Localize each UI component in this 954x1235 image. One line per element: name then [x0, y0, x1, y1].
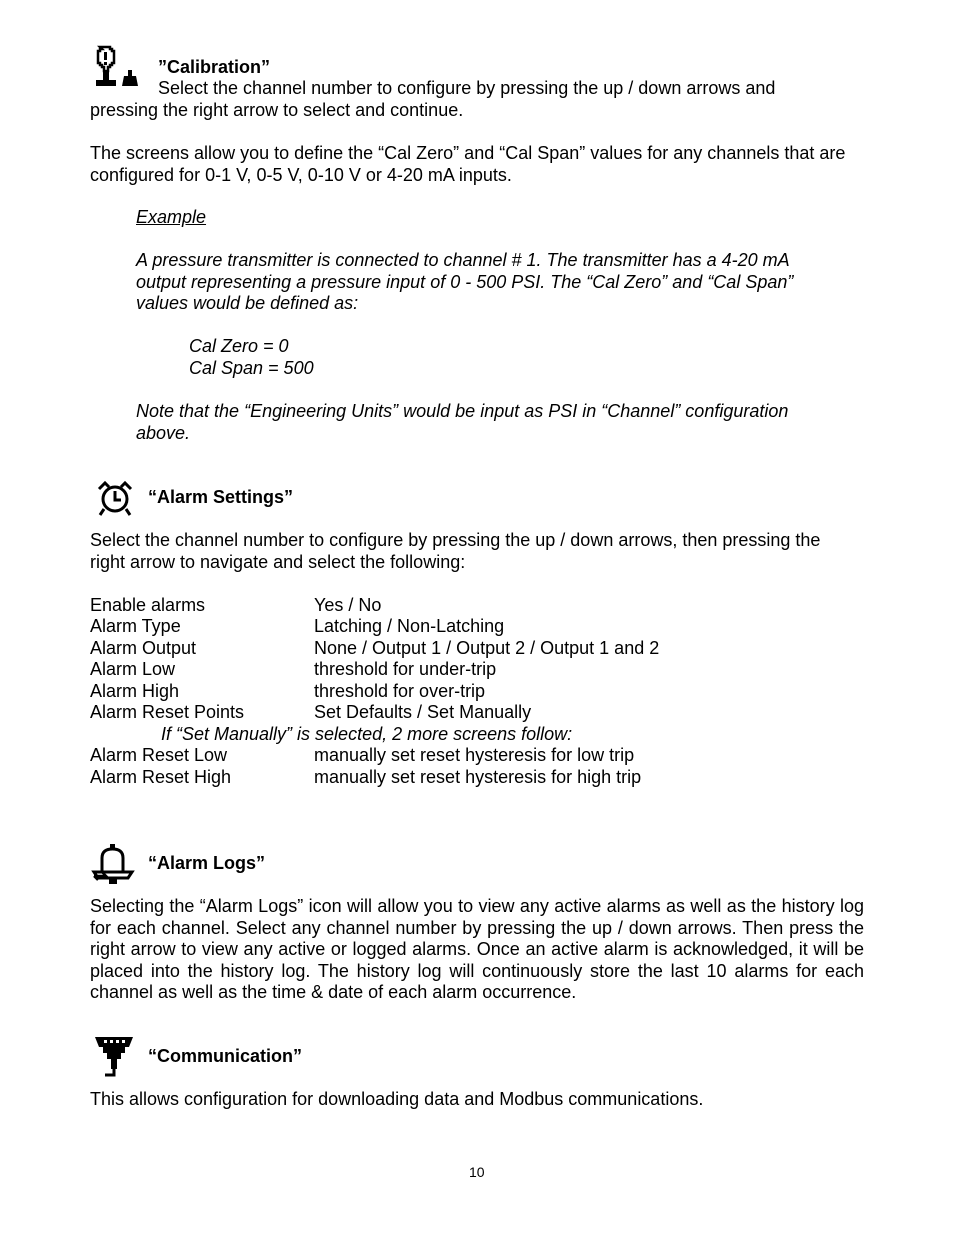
alarm-setting-value: Yes / No	[314, 595, 382, 615]
engineering-units-note: Note that the “Engineering Units” would be input as PSI in “Channel” configuration above.	[136, 401, 789, 443]
alarm-setting-row	[90, 702, 870, 724]
alarm-setting-key: Enable alarms	[90, 595, 206, 615]
alarm-setting-key: Alarm Reset Low	[90, 745, 228, 765]
alarm-setting-value: manually set reset hysteresis for low trip	[314, 745, 635, 765]
example-label: Example	[136, 207, 207, 227]
alarm-logs-paragraph: Selecting the “Alarm Logs” icon will allow you to view any active alarms as well as the history log for each channel. Select any channel number by pressing the up / down arrows. Then press the right arrow to view any active or logged alarms. Once an active alarm is acknowledged, it will be placed into the history log. The history log will continuously store the last 10 alarms for each channel as well as the time & date of each alarm occurrence.	[90, 896, 864, 1002]
alarm-setting-key: Alarm Type	[90, 616, 181, 636]
alarm-setting-key: Alarm High	[90, 681, 180, 701]
page-number: 10	[469, 1164, 485, 1180]
alarm-setting-row	[90, 616, 870, 638]
set-manually-note: If “Set Manually” is selected, 2 more screens follow:	[161, 724, 573, 744]
calibration-paragraph: The screens allow you to define the “Cal Zero” and “Cal Span” values for any channels that are configured for 0-1 V, 0-5 V, 0-10 V or 4-20 mA inputs.	[90, 143, 846, 185]
alarm-setting-row	[90, 767, 870, 789]
alarm-setting-key: Alarm Output	[90, 638, 197, 658]
alarm-setting-value: manually set reset hysteresis for high trip	[314, 767, 642, 787]
communication-heading: “Communication”	[148, 1046, 303, 1066]
alarm-setting-value: Set Defaults / Set Manually	[314, 702, 532, 722]
calibration-heading: ”Calibration”	[158, 57, 271, 77]
alarm-settings-heading: “Alarm Settings”	[148, 487, 294, 507]
example-text: A pressure transmitter is connected to channel # 1. The transmitter has a 4-20 mA output representing a pressure input of 0 - 500 PSI. The “Cal Zero” and “Cal Span” values would be defined as:	[136, 250, 794, 313]
communication-plug-icon	[93, 1033, 135, 1077]
cal-zero: Cal Zero = 0	[189, 336, 289, 356]
calibration-intro-line2: pressing the right arrow to select and continue.	[90, 100, 464, 120]
alarm-setting-value: threshold for under-trip	[314, 659, 497, 679]
alarm-settings-intro: Select the channel number to configure by pressing the up / down arrows, then pressing the right arrow to navigate and select the following:	[90, 530, 821, 572]
communication-paragraph: This allows configuration for downloading data and Modbus communications.	[90, 1089, 704, 1109]
alarm-setting-key: Alarm Low	[90, 659, 176, 679]
alarm-setting-key: Alarm Reset Points	[90, 702, 245, 722]
alarm-logs-heading: “Alarm Logs”	[148, 853, 266, 873]
alarm-clock-icon	[95, 479, 135, 519]
alarm-setting-row	[90, 659, 870, 681]
alarm-setting-row	[90, 745, 870, 767]
alarm-setting-key: Alarm Reset High	[90, 767, 232, 787]
alarm-setting-row	[90, 681, 870, 703]
alarm-setting-value: threshold for over-trip	[314, 681, 486, 701]
alarm-setting-row	[90, 595, 870, 617]
alarm-setting-value: Latching / Non-Latching	[314, 616, 505, 636]
calibration-intro-line1: Select the channel number to configure by pressing the up / down arrows and	[158, 78, 776, 98]
alarm-setting-row	[90, 638, 870, 660]
alarm-bell-icon	[90, 842, 136, 886]
calibration-icon	[92, 44, 144, 90]
alarm-setting-value: None / Output 1 / Output 2 / Output 1 and 2	[314, 638, 660, 658]
cal-span: Cal Span = 500	[189, 358, 314, 378]
